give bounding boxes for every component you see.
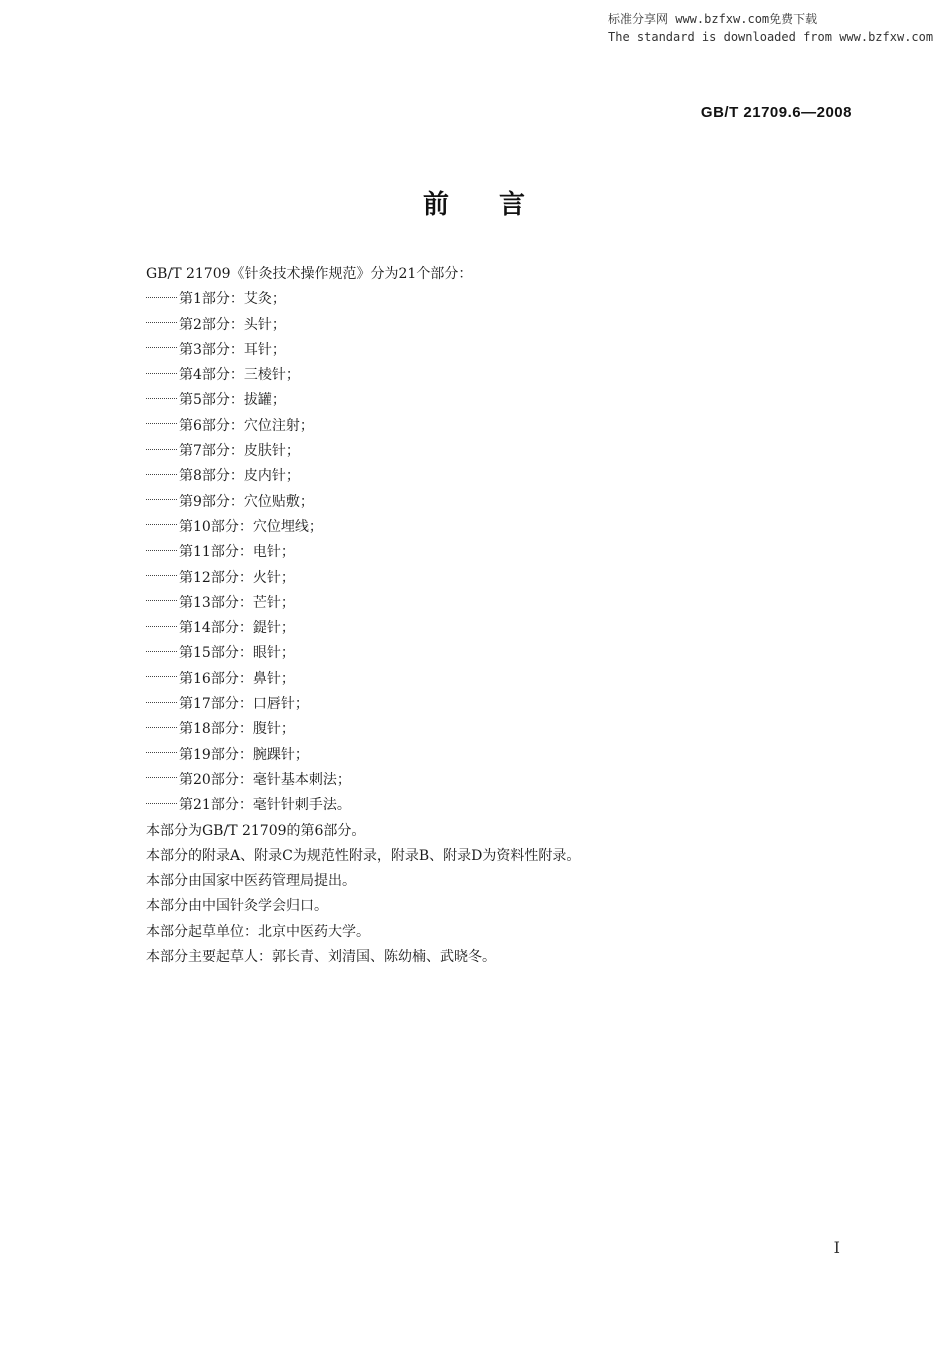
list-item: 第2部分：头针；: [146, 313, 846, 338]
list-item: 第14部分：鍉针；: [146, 616, 846, 641]
list-item: 第1部分：艾灸；: [146, 287, 846, 312]
list-item: 第6部分：穴位注射；: [146, 414, 846, 439]
statement-proposed-by: 本部分由国家中医药管理局提出。: [146, 873, 356, 890]
watermark-line-cn: 标准分享网 www.bzfxw.com免费下载: [608, 12, 818, 26]
intro-paragraph: GB/T 21709《针灸技术操作规范》分为21个部分：: [146, 266, 473, 282]
watermark-line-en: The standard is downloaded from www.bzfxw.com: [608, 30, 934, 44]
list-item: 第9部分：穴位贴敷；: [146, 490, 846, 515]
list-item: 第17部分：口唇针；: [146, 692, 846, 717]
list-item: 第10部分：穴位埋线；: [146, 515, 846, 540]
statement-centralized-by: 本部分由中国针灸学会归口。: [146, 898, 328, 915]
list-item: 第16部分：鼻针；: [146, 667, 846, 692]
list-item: 第12部分：火针；: [146, 566, 846, 591]
page-title: [0, 184, 950, 221]
page-title-char-2: 言: [499, 190, 528, 220]
statement-drafting-unit: 本部分起草单位：北京中医药大学。: [146, 923, 370, 940]
foreword-body: [146, 262, 846, 970]
page-number: I: [833, 1238, 840, 1257]
list-item: 第11部分：电针；: [146, 540, 846, 565]
list-item: 第5部分：拔罐；: [146, 388, 846, 413]
list-item: 第7部分：皮肤针；: [146, 439, 846, 464]
standard-number: GB/T 21709.6—2008: [700, 104, 852, 121]
list-item: 第19部分：腕踝针；: [146, 743, 846, 768]
list-item: 第18部分：腹针；: [146, 717, 846, 742]
list-item: 第8部分：皮内针；: [146, 464, 846, 489]
list-item: 第15部分：眼针；: [146, 641, 846, 666]
watermark: [608, 10, 934, 46]
list-item: 第3部分：耳针；: [146, 338, 846, 363]
statement-drafters: 本部分主要起草人：郭长青、刘清国、陈幼楠、武晓冬。: [146, 949, 496, 966]
parts-list: [146, 287, 846, 818]
statement-part-number: 本部分为GB/T 21709的第6部分。: [146, 822, 366, 839]
page-title-char-1: 前: [422, 190, 451, 220]
list-item: 第13部分：芒针；: [146, 591, 846, 616]
list-item: 第20部分：毫针基本刺法；: [146, 768, 846, 793]
list-item: 第4部分：三棱针；: [146, 363, 846, 388]
statement-annexes: 本部分的附录A、附录C为规范性附录，附录B、附录D为资料性附录。: [146, 847, 581, 864]
list-item: 第21部分：毫针针刺手法。: [146, 793, 846, 818]
